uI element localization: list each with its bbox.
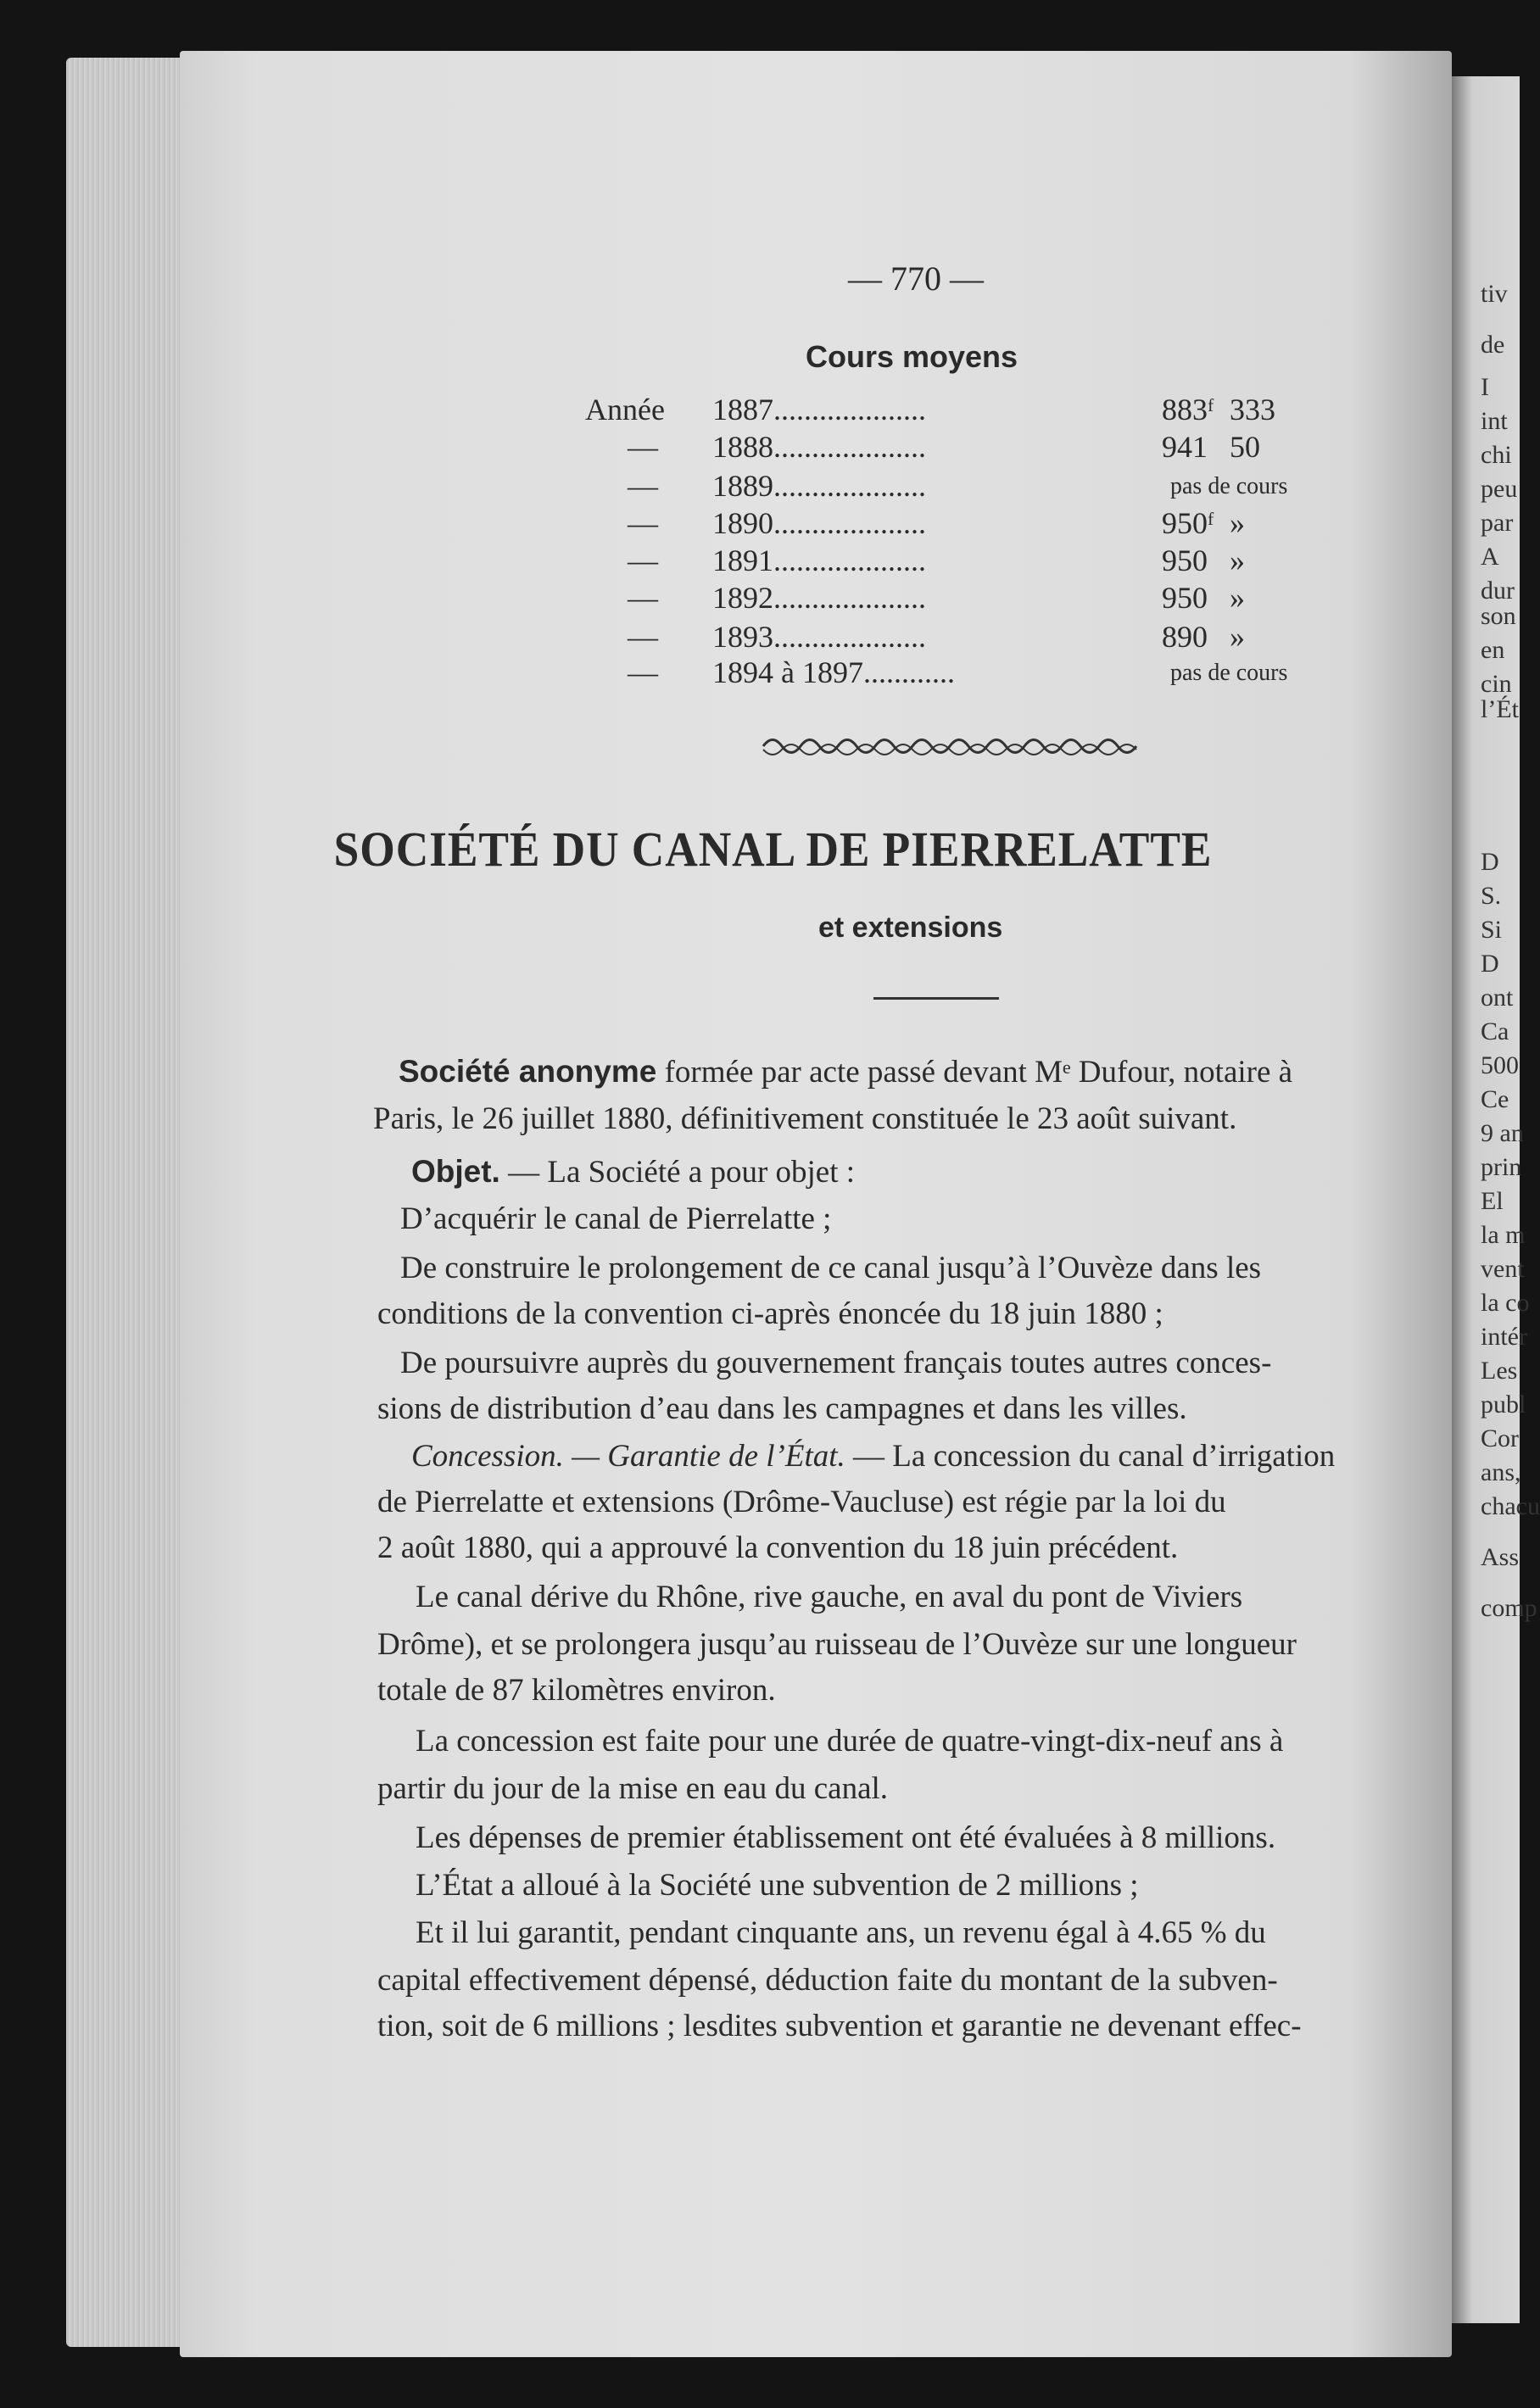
next-page-fragment: publ bbox=[1481, 1391, 1526, 1419]
next-page-fragment: chacu bbox=[1481, 1492, 1540, 1520]
next-page-fragment: A bbox=[1481, 543, 1499, 571]
concession-line1: Concession. — Garantie de l’État. — La concession du canal d’irrigation bbox=[411, 1439, 1336, 1474]
rate-label: — bbox=[628, 430, 658, 464]
rate-label: — bbox=[628, 543, 658, 577]
next-page-strip bbox=[1452, 76, 1540, 2323]
rate-value: 950 bbox=[1162, 543, 1208, 577]
company-subtitle: et extensions bbox=[818, 911, 1003, 944]
next-page-fragment: ans, bbox=[1481, 1458, 1521, 1486]
ornament-divider bbox=[763, 729, 1145, 763]
next-page-fragment: 500 bbox=[1481, 1051, 1519, 1079]
rate-label: — bbox=[628, 469, 658, 503]
rate-year: 1893.................... bbox=[712, 620, 926, 654]
objet-line3: De construire le prolongement de ce canal jusqu’à l’Ouvèze dans les bbox=[400, 1251, 1262, 1285]
next-page-fragment: S. bbox=[1481, 882, 1502, 910]
book-page-edges bbox=[66, 58, 185, 2347]
section-heading-cours-moyens: Cours moyens bbox=[806, 339, 1018, 374]
next-page-fragment: ont bbox=[1481, 984, 1514, 1012]
next-page-fragment: en bbox=[1481, 636, 1505, 664]
concession-line6: totale de 87 kilomètres environ. bbox=[377, 1673, 776, 1708]
rate-year: 1892.................... bbox=[712, 581, 926, 615]
next-page-fragment: la co bbox=[1481, 1289, 1530, 1317]
next-page-fragment: intér bbox=[1481, 1323, 1527, 1351]
concession-line9: Les dépenses de premier établissement ont été évaluées à 8 millions. bbox=[416, 1820, 1276, 1855]
objet-lead: Objet. bbox=[411, 1154, 500, 1189]
objet-line4: conditions de la convention ci-après énoncée du 18 juin 1880 ; bbox=[377, 1296, 1163, 1331]
next-page-fragment: I bbox=[1481, 373, 1489, 401]
rate-label: — bbox=[628, 506, 658, 540]
objet-line1: Objet. — La Société a pour objet : bbox=[411, 1154, 856, 1190]
company-title: SOCIÉTÉ DU CANAL DE PIERRELATTE bbox=[333, 822, 1213, 877]
rate-year: 1889.................... bbox=[712, 469, 926, 503]
next-page-fragment: El bbox=[1481, 1187, 1504, 1215]
next-page-fragment: comp bbox=[1481, 1594, 1537, 1622]
next-page-fragment: D bbox=[1481, 950, 1499, 978]
objet-line6: sions de distribution d’eau dans les campagnes et dans les villes. bbox=[377, 1391, 1187, 1426]
next-page-fragment: l’Ét bbox=[1481, 695, 1519, 723]
concession-line10: L’État a alloué à la Société une subvention de 2 millions ; bbox=[416, 1868, 1139, 1903]
rate-year: 1890.................... bbox=[712, 506, 926, 540]
rate-year: 1887.................... bbox=[712, 393, 926, 426]
next-page-fragment: Ce bbox=[1481, 1085, 1509, 1113]
para1-lead: Société anonyme bbox=[399, 1054, 657, 1089]
rate-year: 1888.................... bbox=[712, 430, 926, 464]
next-page-fragment: Cor bbox=[1481, 1424, 1519, 1452]
rate-value: 950ᶠ bbox=[1162, 506, 1214, 540]
rate-label: — bbox=[628, 655, 658, 689]
objet-line5: De poursuivre auprès du gouvernement français toutes autres conces- bbox=[400, 1346, 1272, 1380]
next-page-fragment: son bbox=[1481, 602, 1516, 630]
rate-year: 1894 à 1897............ bbox=[712, 655, 955, 689]
next-page-fragment: cin bbox=[1481, 670, 1512, 698]
concession-line7: La concession est faite pour une durée de quatre-vingt-dix-neuf ans à bbox=[416, 1724, 1284, 1759]
rate-note: pas de cours bbox=[1170, 660, 1288, 686]
next-page-fragment: de bbox=[1481, 331, 1505, 359]
concession-line2: de Pierrelatte et extensions (Drôme-Vaucluse) est régie par la loi du bbox=[377, 1485, 1226, 1519]
next-page-fragment: par bbox=[1481, 509, 1514, 537]
rate-label: — bbox=[628, 620, 658, 654]
page-number: — 770 — bbox=[848, 259, 984, 298]
rate-value: 883ᶠ bbox=[1162, 393, 1214, 426]
concession-line12: capital effectivement dépensé, déduction faite du montant de la subven- bbox=[377, 1963, 1278, 1998]
rate-year: 1891.................... bbox=[712, 543, 926, 577]
rate-label: Année bbox=[585, 393, 665, 426]
next-page-fragment: Ca bbox=[1481, 1017, 1509, 1045]
title-rule bbox=[873, 997, 999, 1000]
rate-value-cents: » bbox=[1230, 581, 1245, 615]
rate-value-cents: 333 bbox=[1230, 393, 1275, 426]
next-page-fragment: Si bbox=[1481, 916, 1503, 944]
concession-line13: tion, soit de 6 millions ; lesdites subvention et garantie ne devenant effec- bbox=[377, 2009, 1302, 2043]
next-page-fragment: chi bbox=[1481, 441, 1512, 469]
concession-line11: Et il lui garantit, pendant cinquante ans, un revenu égal à 4.65 % du bbox=[416, 1915, 1266, 1950]
concession-line8: partir du jour de la mise en eau du canal. bbox=[377, 1771, 889, 1806]
next-page-fragment: tiv bbox=[1481, 280, 1508, 308]
next-page-fragment: prin bbox=[1481, 1153, 1522, 1181]
rate-value-cents: 50 bbox=[1230, 430, 1260, 464]
para1-line1: Société anonyme formée par acte passé devant Mᵉ Dufour, notaire à bbox=[399, 1054, 1293, 1090]
next-page-fragment: dur bbox=[1481, 577, 1515, 605]
concession-line4: Le canal dérive du Rhône, rive gauche, en aval du pont de Viviers bbox=[416, 1580, 1243, 1614]
next-page-fragment: vent bbox=[1481, 1255, 1525, 1283]
next-page-fragment: Les bbox=[1481, 1357, 1518, 1385]
concession-line3: 2 août 1880, qui a approuvé la convention du 18 juin précédent. bbox=[377, 1530, 1179, 1565]
next-page-fragment: Ass bbox=[1481, 1543, 1520, 1571]
next-page-fragment: int bbox=[1481, 407, 1508, 435]
next-page-fragment: la m bbox=[1481, 1221, 1526, 1249]
concession-line5: Drôme), et se prolongera jusqu’au ruisseau de l’Ouvèze sur une longueur bbox=[377, 1627, 1297, 1662]
rate-value-cents: » bbox=[1230, 620, 1245, 654]
rate-label: — bbox=[628, 581, 658, 615]
next-page-fragment: peu bbox=[1481, 475, 1518, 503]
rate-note: pas de cours bbox=[1170, 473, 1288, 499]
next-page-fragment: 9 an bbox=[1481, 1119, 1524, 1147]
concession-lead: Concession. — Garantie de l’État. bbox=[411, 1439, 845, 1474]
rate-value: 941 bbox=[1162, 430, 1208, 464]
rate-value-cents: » bbox=[1230, 506, 1245, 540]
rate-value: 890 bbox=[1162, 620, 1208, 654]
para1-line2: Paris, le 26 juillet 1880, définitivement constituée le 23 août suivant. bbox=[373, 1101, 1237, 1136]
rate-value: 950 bbox=[1162, 581, 1208, 615]
rate-value-cents: » bbox=[1230, 543, 1245, 577]
next-page-fragment: D bbox=[1481, 848, 1499, 876]
objet-line2: D’acquérir le canal de Pierrelatte ; bbox=[400, 1201, 832, 1236]
